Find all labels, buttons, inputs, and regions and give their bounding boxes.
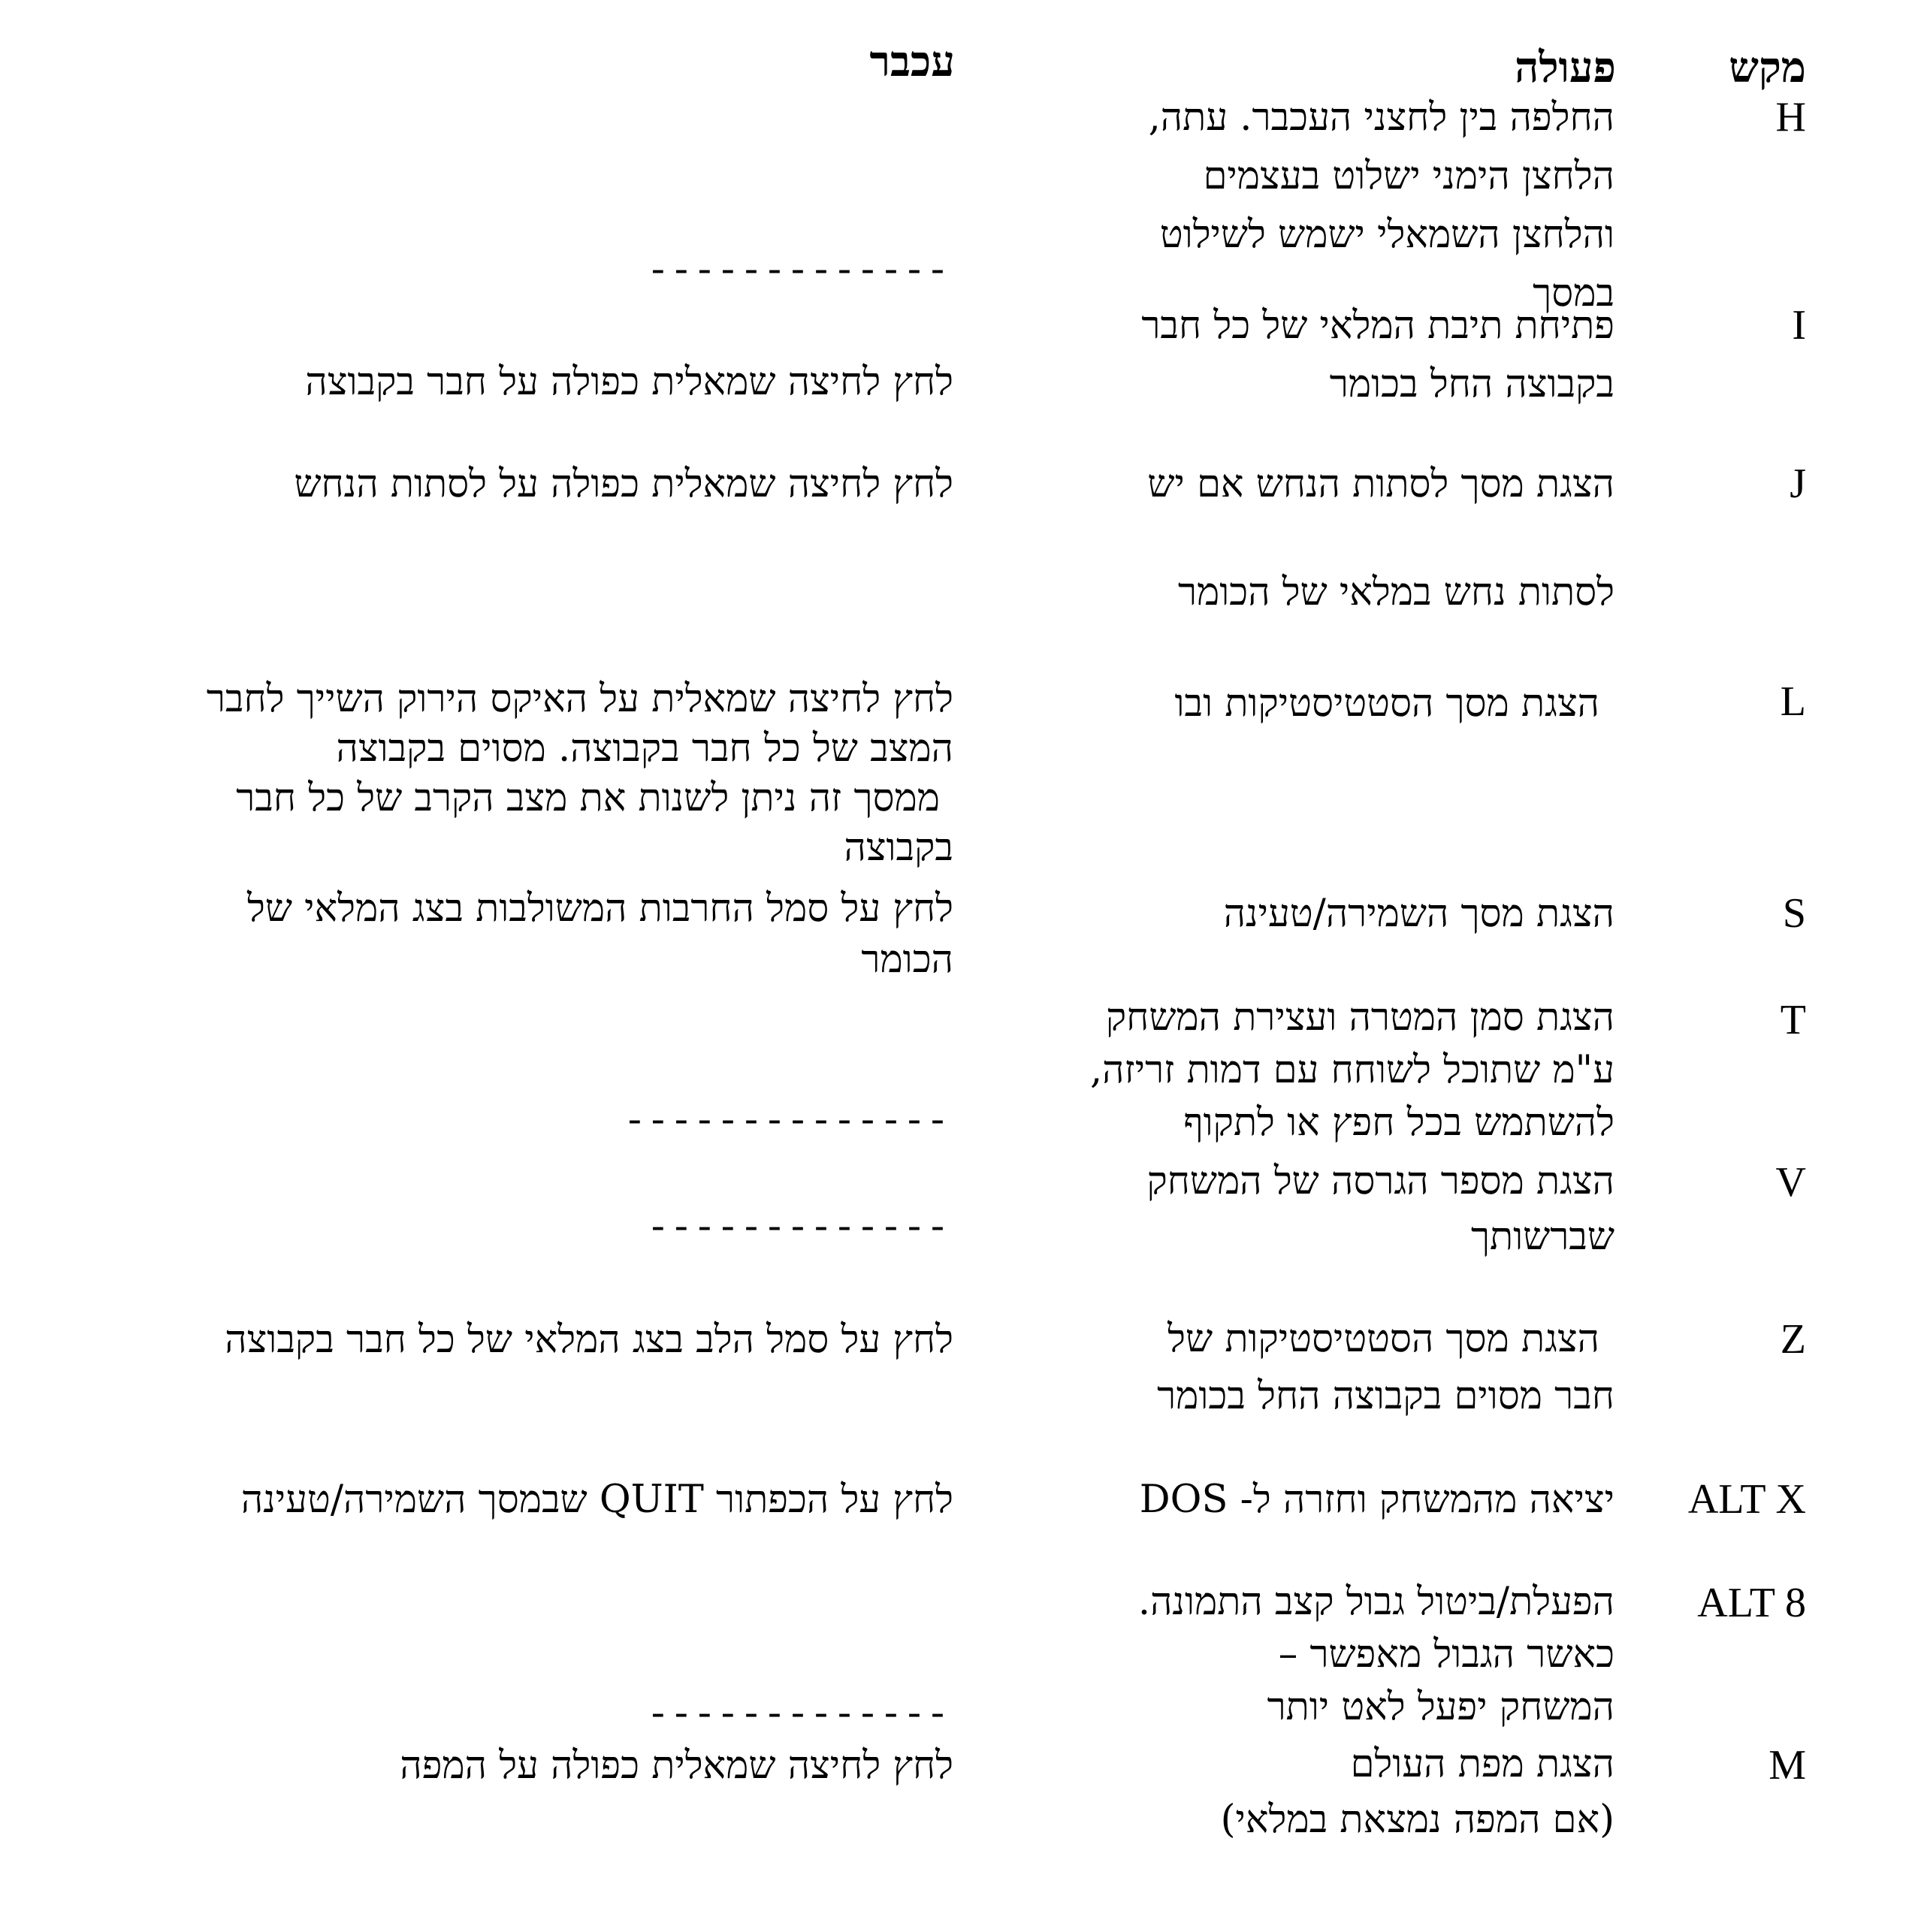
row-J-action-line2: לסתות נחש במלאי של הכומר — [1177, 570, 1614, 614]
row-L-mouse: לחץ לחיצה שמאלית על האיקס הירוק השייך לחבר המצב של כל חבר בקבוצה. מסוים בקבוצה ממסך זה ניתן לשנות את מצב הקרב של כל חבר בקבוצה — [206, 677, 953, 870]
row-Z-key: Z — [1780, 1316, 1806, 1363]
row-ALTX-key: ALT X — [1687, 1476, 1806, 1523]
row-ALT8-mouse-dash: ------------- — [646, 1695, 950, 1737]
row-ALT8-action: הפעלת/ביטול גבול קצב התמונה. כאשר הגבול מאפשר – המשחק יפעל לאט יותר — [1137, 1580, 1614, 1729]
header-mouse: עכבר — [869, 37, 955, 86]
row-M-key: M — [1769, 1742, 1806, 1789]
row-T-key: T — [1780, 997, 1806, 1043]
row-T-mouse-dash: -------------- — [623, 1101, 950, 1144]
header-action: פעולה — [1515, 43, 1616, 92]
row-J-action-line1: הצגת מסך לסתות הנחש אם יש — [1147, 462, 1614, 506]
row-L-action: הצגת מסך הסטטיסטיקות ובו — [1174, 681, 1599, 726]
row-H-mouse-dash: ------------- — [646, 251, 950, 294]
row-ALTX-mouse: לחץ על הכפתור QUIT שבמסך השמירה/טעינה — [240, 1478, 953, 1522]
row-S-mouse: לחץ על סמל החרבות המשולבות בצג המלאי של הכומר — [246, 886, 953, 982]
row-J-key: J — [1790, 460, 1806, 507]
row-J-mouse: לחץ לחיצה שמאלית כפולה על לסתות הנחש — [294, 462, 953, 506]
row-ALTX-action: יציאה מהמשחק וחזרה ל- DOS — [1139, 1478, 1614, 1522]
row-ALT8-key: ALT 8 — [1697, 1580, 1806, 1626]
row-V-key: V — [1775, 1159, 1806, 1206]
row-Z-mouse: לחץ על סמל הלב בצג המלאי של כל חבר בקבוצה — [225, 1318, 953, 1362]
row-H-key: H — [1775, 94, 1806, 140]
row-I-action: פתיחת תיבת המלאי של כל חבר בקבוצה החל בכומר — [1141, 303, 1614, 406]
row-V-mouse-dash: ------------- — [646, 1208, 950, 1251]
row-Z-action: הצגת מסך הסטטיסטיקות של חבר מסוים בקבוצה החל בכומר — [1157, 1317, 1614, 1418]
row-S-key: S — [1782, 890, 1806, 937]
row-T-action: הצגת סמן המטרה ועצירת המשחק ע"מ שתוכל לשוחח עם דמות זריזה, להשתמש בכל חפץ או לתקוף — [1089, 995, 1614, 1145]
row-I-key: I — [1792, 302, 1806, 349]
header-key: מקש — [1729, 43, 1806, 92]
row-L-key: L — [1780, 678, 1806, 725]
row-M-action: הצגת מפת העולם (אם המפה נמצאת במלאי) — [1220, 1742, 1614, 1842]
row-M-mouse: לחץ לחיצה שמאלית כפולה על המפה — [400, 1743, 953, 1788]
row-I-mouse: לחץ לחיצה שמאלית כפולה על חבר בקבוצה — [305, 360, 953, 404]
row-H-action: החלפה בין לחצני העכבר. עתה, הלחצן הימני ישלוט בעצמים והלחצן השמאלי ישמש לשילוט במסך — [1148, 95, 1614, 315]
row-V-action: הצגת מספר הגרסה של המשחק שברשותך — [1146, 1159, 1614, 1259]
row-S-action: הצגת מסך השמירה/טעינה — [1223, 892, 1614, 936]
